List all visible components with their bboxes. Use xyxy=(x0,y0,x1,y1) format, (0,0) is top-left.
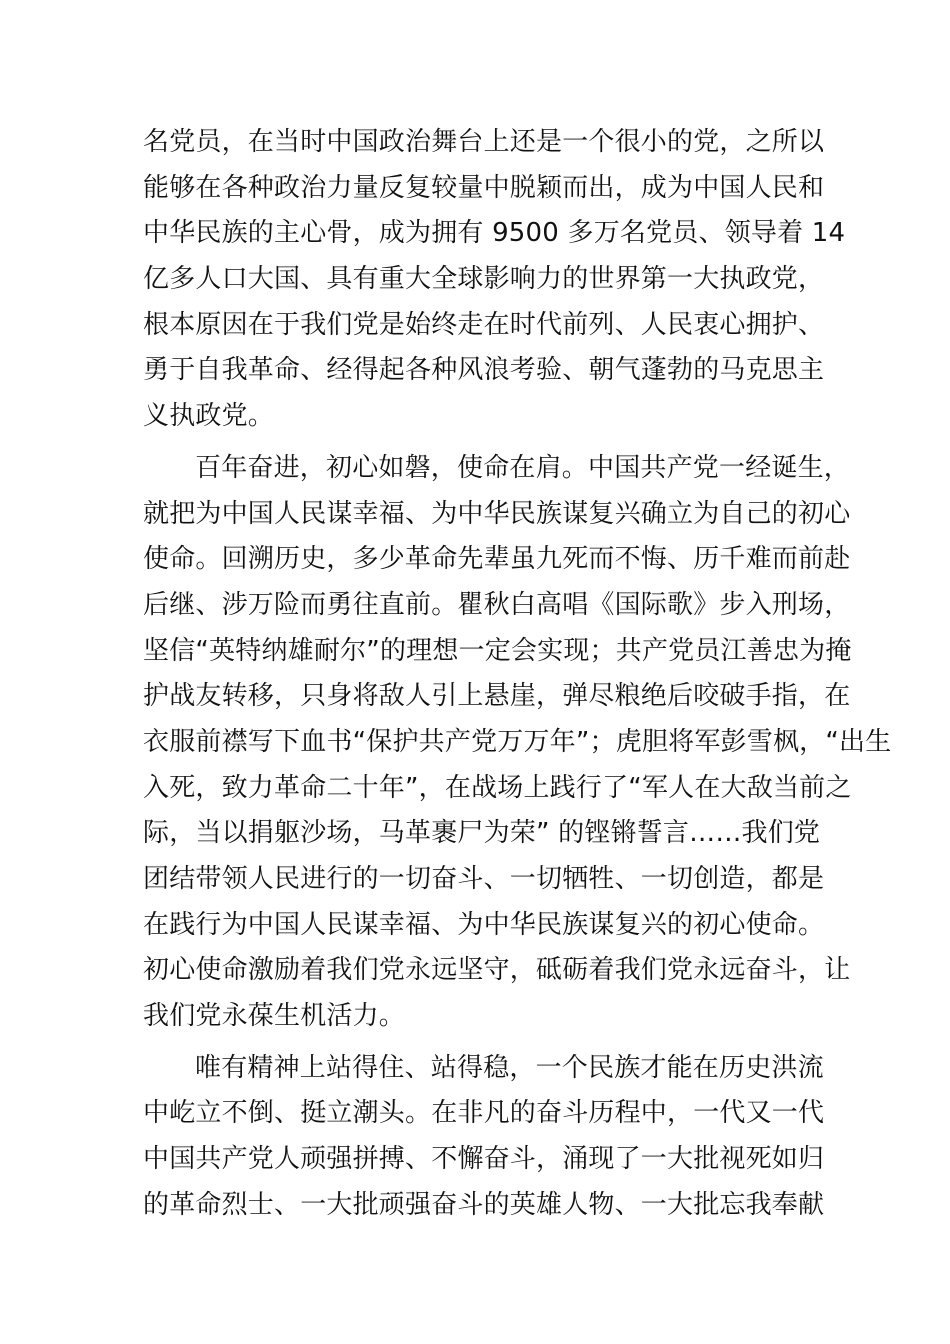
text-line: 后继、涉万险而勇往直前。瞿秋白高唱《国际歌》步入刑场， xyxy=(143,589,851,620)
text-line: 坚信“英特纳雄耐尔”的理想一定会实现；共产党员江善忠为掩 xyxy=(143,635,852,666)
text-line: 际，当以捐躯沙场，马革裹尸为荣” 的铿锵誓言……我们党 xyxy=(143,818,821,849)
text-line: 中华民族的主心骨，成为拥有 9500 多万名党员、领导着 14 xyxy=(143,218,846,249)
text-line: 在践行为中国人民谋幸福、为中华民族谋复兴的初心使命。 xyxy=(143,909,825,940)
paragraph-2 xyxy=(143,446,892,1040)
text-line: 中屹立不倒、挺立潮头。在非凡的奋斗历程中，一代又一代 xyxy=(143,1098,825,1129)
body-text xyxy=(143,120,892,1229)
text-line: 名党员，在当时中国政治舞台上还是一个很小的党，之所以 xyxy=(143,127,825,157)
text-line: 初心使命激励着我们党永远坚守，砥砺着我们党永远奋斗，让 xyxy=(143,955,851,986)
text-line: 团结带领人民进行的一切奋斗、一切牺牲、一切创造，都是 xyxy=(143,864,825,894)
paragraph-1 xyxy=(143,120,846,440)
text-line: 义执政党。 xyxy=(143,401,275,432)
text-line: 衣服前襟写下血书“保护共产党万万年”；虎胆将军彭雪枫，“出生 xyxy=(143,726,892,757)
text-line: 中国共产党人顽强拼搏、不懈奋斗，涌现了一大批视死如归 xyxy=(143,1144,825,1175)
text-line: 亿多人口大国、具有重大全球影响力的世界第一大执政党， xyxy=(143,264,825,295)
text-line: 唯有精神上站得住、站得稳，一个民族才能在历史洪流 xyxy=(195,1052,824,1083)
text-line: 我们党永葆生机活力。 xyxy=(143,1001,406,1032)
paragraph-3 xyxy=(143,1046,823,1229)
text-line: 根本原因在于我们党是始终走在时代前列、人民衷心拥护、 xyxy=(143,309,825,340)
text-line: 使命。回溯历史，多少革命先辈虽九死而不悔、历千难而前赴 xyxy=(143,544,851,575)
text-line: 的革命烈士、一大批顽强奋斗的英雄人物、一大批忘我奉献 xyxy=(143,1189,825,1220)
text-line: 百年奋进，初心如磐，使命在肩。中国共产党一经诞生， xyxy=(195,452,851,483)
text-line: 护战友转移，只身将敌人引上悬崖，弹尽粮绝后咬破手指，在 xyxy=(143,681,851,712)
text-line: 能够在各种政治力量反复较量中脱颖而出，成为中国人民和 xyxy=(143,172,825,203)
text-line: 勇于自我革命、经得起各种风浪考验、朝气蓬勃的马克思主 xyxy=(143,355,825,386)
text-line: 就把为中国人民谋幸福、为中华民族谋复兴确立为自己的初心 xyxy=(143,498,851,529)
text-line: 入死，致力革命二十年”，在战场上践行了“军人在大敌当前之 xyxy=(143,772,852,803)
